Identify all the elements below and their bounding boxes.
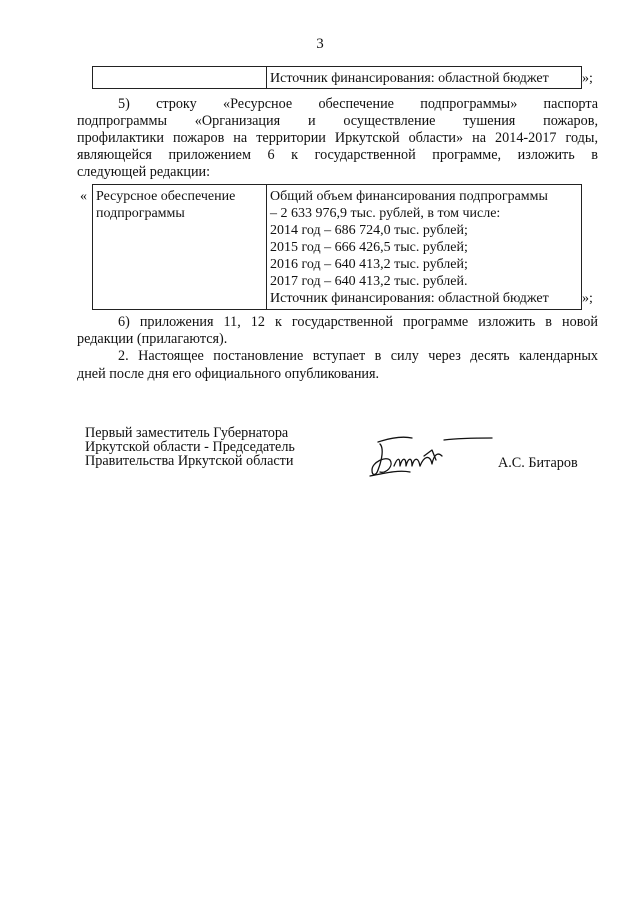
- resource-year-2017: 2017 год – 640 413,2 тыс. рублей.: [270, 274, 468, 289]
- resource-table-closing-mark: »;: [582, 291, 593, 306]
- resource-year-2016: 2016 год – 640 413,2 тыс. рублей;: [270, 257, 468, 272]
- resource-funding-source: Источник финансирования: областной бюджет: [270, 291, 549, 306]
- item6-line-2: редакции (прилагаются).: [77, 331, 228, 347]
- page-number: 3: [316, 36, 324, 52]
- item2-line-2: дней после дня его официального опубликования.: [77, 366, 380, 382]
- resource-table: [92, 184, 582, 310]
- resource-table-left-cell: [93, 185, 267, 310]
- item5-line-3: профилактики пожаров на территории Иркутской области» на 2014-2017 годы,: [77, 130, 598, 146]
- top-table: [92, 66, 582, 89]
- resource-total-line-2: – 2 633 976,9 тыс. рублей, в том числе:: [270, 206, 501, 221]
- resource-label-line-1: Ресурсное обеспечение: [96, 189, 236, 204]
- resource-year-2014: 2014 год – 686 724,0 тыс. рублей;: [270, 223, 468, 238]
- resource-table-right-cell: [267, 185, 582, 310]
- resource-year-2015: 2015 год – 666 426,5 тыс. рублей;: [270, 240, 468, 255]
- top-table-right-cell: Источник финансирования: областной бюджет: [267, 67, 582, 89]
- resource-total-line-1: Общий объем финансирования подпрограммы: [270, 189, 548, 204]
- signatory-title-line-2: Иркутской области - Председатель: [85, 439, 295, 455]
- item5-line-2: подпрограммы «Организация и осуществление тушения пожаров,: [77, 113, 598, 129]
- item5-line-1: 5) строку «Ресурсное обеспечение подпрограммы» паспорта: [118, 96, 598, 112]
- item5-line-4: являющейся приложением 6 к государственной программе, изложить в: [77, 147, 598, 163]
- signatory-name: А.С. Битаров: [498, 455, 578, 471]
- resource-table-opening-mark: «: [80, 189, 87, 204]
- signatory-title-line-3: Правительства Иркутской области: [85, 453, 294, 469]
- item5-line-5: следующей редакции:: [77, 164, 211, 180]
- resource-label-line-2: подпрограммы: [96, 206, 185, 221]
- item2-line-1: 2. Настоящее постановление вступает в силу через десять календарных: [118, 348, 598, 364]
- handwritten-signature: [360, 426, 500, 482]
- item6-line-1: 6) приложения 11, 12 к государственной программе изложить в новой: [118, 314, 598, 330]
- top-table-closing-mark: »;: [582, 71, 593, 86]
- top-table-left-cell: [93, 67, 267, 89]
- signatory-title-line-1: Первый заместитель Губернатора: [85, 425, 289, 441]
